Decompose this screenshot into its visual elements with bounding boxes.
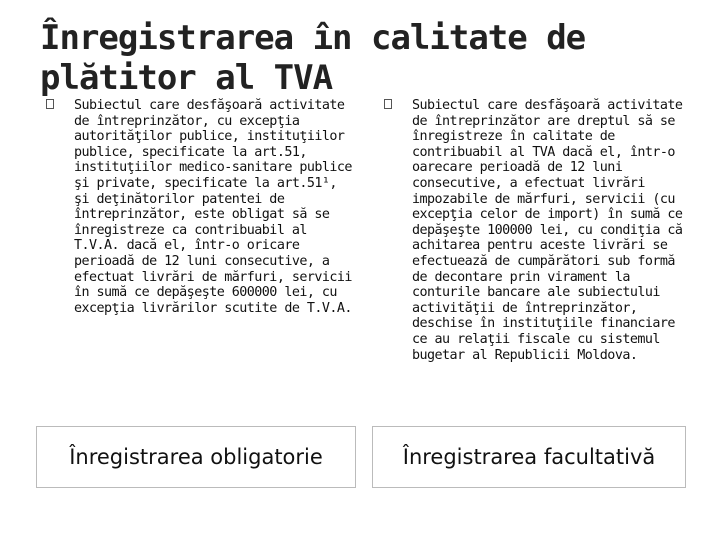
square-bullet-icon [46, 99, 54, 109]
square-bullet-icon [384, 99, 392, 109]
left-column [46, 98, 356, 316]
optional-registration-box [372, 426, 686, 488]
optional-registration-label: Înregistrarea facultativă [402, 445, 656, 469]
mandatory-registration-text: Subiectul care desfăşoară activitate de întreprinzător, cu excepţia autorităţilor publice, instituţiilor publice, specificate la art.51, instituţiilor medico-sanitare publice şi private, specificate la art.51¹, şi deţinătorilor patentei de întreprinzător, este obligat să se înregistreze ca contribuabil al T.V.A. dacă el, într-o oricare perioadă de 12 luni consecutive, a efectuat livrări de mărfuri, servicii în sumă ce depăşeşte 600000 lei, cu excepţia livrărilor scutite de T.V.A. [74, 98, 352, 316]
mandatory-registration-box [36, 426, 356, 488]
mandatory-registration-label: Înregistrarea obligatorie [69, 445, 323, 469]
slide-title: Înregistrarea în calitate de plătitor al TVA [40, 18, 586, 98]
right-column [384, 98, 684, 363]
optional-registration-text: Subiectul care desfăşoară activitate de întreprinzător are dreptul să se înregistreze în calitate de contribuabil al TVA dacă el, într-o oarecare perioadă de 12 luni consecutive, a efectuat livrări impozabile de mărfuri, servicii (cu excepţia celor de import) în sumă ce depăşeşte 100000 lei, cu condiţia că achitarea pentru aceste livrări se efectuează de cumpărători sub formă de decontare prin virament la conturile bancare ale subiectului activităţii de întreprinzător, deschise în instituţiile financiare ce au relaţii fiscale cu sistemul bugetar al Republicii Moldova. [412, 98, 683, 363]
